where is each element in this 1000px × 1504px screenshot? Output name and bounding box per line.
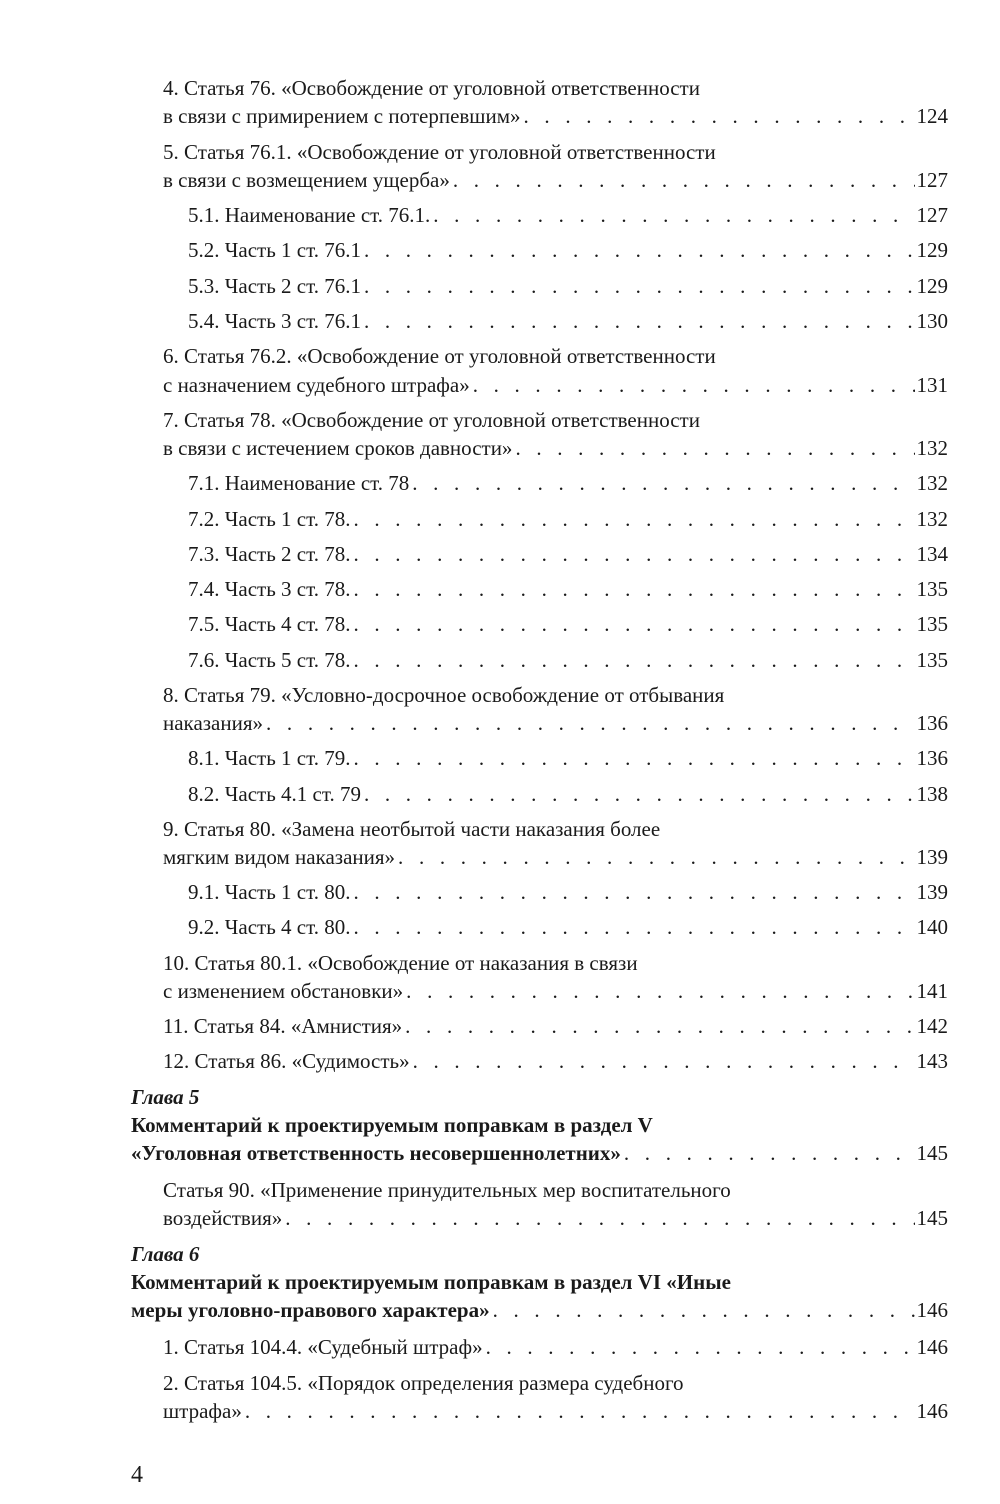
toc-entry-7-2[interactable]: 7.2. Часть 1 ст. 78. . . . 132 — [188, 504, 948, 534]
dot-leader — [364, 779, 915, 809]
toc-entry-art78-line1: 7. Статья 78. «Освобождение от уголовной ответственности — [163, 408, 700, 432]
toc-entry-art79[interactable]: наказания» . . . 136 — [163, 708, 948, 738]
page-ref: 140 — [916, 915, 948, 939]
toc-entry-7-1[interactable]: 7.1. Наименование ст. 78 . . . 132 — [188, 468, 948, 498]
toc-entry-9-1[interactable]: 9.1. Часть 1 ст. 80. . . . 139 — [188, 877, 948, 907]
toc-entry-art80[interactable]: мягким видом наказания» . . . 139 — [163, 842, 948, 872]
page-ref: 135 — [916, 648, 948, 672]
dot-leader — [406, 976, 914, 1006]
page-ref: 130 — [916, 309, 948, 333]
dot-leader — [353, 743, 914, 773]
page-ref: 138 — [916, 782, 948, 806]
page-ref: 132 — [916, 436, 948, 460]
page-ref: 135 — [916, 612, 948, 636]
dot-leader — [364, 235, 915, 265]
page-ref: 146 — [916, 1298, 948, 1322]
page-ref: 146 — [916, 1399, 948, 1423]
toc-entry-7-3[interactable]: 7.3. Часть 2 ст. 78. . . . 134 — [188, 539, 948, 569]
toc-entry-art1044[interactable]: 1. Статья 104.4. «Судебный штраф» . . . 146 — [163, 1332, 948, 1362]
toc-entry-5-3[interactable]: 5.3. Часть 2 ст. 76.1 . . . 129 — [188, 271, 948, 301]
page-ref: 124 — [916, 104, 948, 128]
dot-leader — [353, 504, 914, 534]
dot-leader — [486, 1332, 915, 1362]
page-ref: 139 — [916, 845, 948, 869]
toc-entry-art86[interactable]: 12. Статья 86. «Судимость» . . . 143 — [163, 1046, 948, 1076]
page-ref: 146 — [916, 1335, 948, 1359]
page-ref: 143 — [916, 1049, 948, 1073]
page-ref: 132 — [916, 471, 948, 495]
dot-leader — [245, 1396, 915, 1426]
dot-leader — [524, 101, 915, 131]
page-ref: 145 — [916, 1206, 948, 1230]
dot-leader — [433, 200, 914, 230]
page-ref: 136 — [916, 711, 948, 735]
toc-entry-art76[interactable]: в связи с примирением с потерпевшим» . . . 124 — [163, 101, 948, 131]
chapter-6-title-line1: Комментарий к проектируемым поправкам в раздел VI «Иные — [131, 1270, 731, 1294]
page-ref: 129 — [916, 238, 948, 262]
toc-entry-art78[interactable]: в связи с истечением сроков давности» . . . 132 — [163, 433, 948, 463]
toc-entry-art1045[interactable]: штрафа» . . . 146 — [163, 1396, 948, 1426]
dot-leader — [624, 1138, 915, 1168]
dot-leader — [364, 271, 915, 301]
dot-leader — [364, 306, 915, 336]
page-number: 4 — [131, 1462, 143, 1488]
toc-entry-art762[interactable]: с назначением судебного штрафа» . . . 131 — [163, 370, 948, 400]
toc-entry-5-1[interactable]: 5.1. Наименование ст. 76.1. . . . 127 — [188, 200, 948, 230]
chapter-5-title-line1: Комментарий к проектируемым поправкам в раздел V — [131, 1113, 653, 1137]
dot-leader — [515, 433, 914, 463]
dot-leader — [353, 609, 914, 639]
dot-leader — [285, 1203, 914, 1233]
toc-entry-art761-line1: 5. Статья 76.1. «Освобождение от уголовной ответственности — [163, 140, 716, 164]
page-ref: 141 — [916, 979, 948, 1003]
dot-leader — [405, 1011, 914, 1041]
toc-entry-art90-line1: Статья 90. «Применение принудительных мер воспитательного — [163, 1178, 731, 1202]
page-ref: 135 — [916, 577, 948, 601]
dot-leader — [493, 1295, 915, 1325]
toc-entry-art801-line1: 10. Статья 80.1. «Освобождение от наказания в связи — [163, 951, 638, 975]
toc-entry-5-2[interactable]: 5.2. Часть 1 ст. 76.1 . . . 129 — [188, 235, 948, 265]
page-ref: 145 — [916, 1141, 948, 1165]
toc-entry-art84[interactable]: 11. Статья 84. «Амнистия» . . . 142 — [163, 1011, 948, 1041]
toc-entry-art76-line1: 4. Статья 76. «Освобождение от уголовной ответственности — [163, 76, 700, 100]
dot-leader — [353, 645, 914, 675]
toc-entry-art801[interactable]: с изменением обстановки» . . . 141 — [163, 976, 948, 1006]
toc-entry-5-4[interactable]: 5.4. Часть 3 ст. 76.1 . . . 130 — [188, 306, 948, 336]
toc-entry-7-4[interactable]: 7.4. Часть 3 ст. 78. . . . 135 — [188, 574, 948, 604]
dot-leader — [353, 539, 914, 569]
page-ref: 131 — [916, 373, 948, 397]
dot-leader — [413, 1046, 915, 1076]
page-ref: 139 — [916, 880, 948, 904]
page-ref: 134 — [916, 542, 948, 566]
toc-entry-8-1[interactable]: 8.1. Часть 1 ст. 79. . . . 136 — [188, 743, 948, 773]
toc-entry-art1045-line1: 2. Статья 104.5. «Порядок определения размера судебного — [163, 1371, 684, 1395]
toc-entry-art80-line1: 9. Статья 80. «Замена неотбытой части наказания более — [163, 817, 661, 841]
toc-entry-art90[interactable]: воздействия» . . . 145 — [163, 1203, 948, 1233]
page-ref: 132 — [916, 507, 948, 531]
dot-leader — [398, 842, 914, 872]
toc-entry-chapter-6[interactable]: меры уголовно-правового характера» . . . 146 — [131, 1295, 948, 1325]
dot-leader — [473, 370, 915, 400]
chapter-6-label: Глава 6 — [131, 1242, 200, 1266]
toc-entry-art79-line1: 8. Статья 79. «Условно-досрочное освобождение от отбывания — [163, 683, 725, 707]
toc-entry-7-6[interactable]: 7.6. Часть 5 ст. 78. . . . 135 — [188, 645, 948, 675]
toc-entry-7-5[interactable]: 7.5. Часть 4 ст. 78. . . . 135 — [188, 609, 948, 639]
page-ref: 136 — [916, 746, 948, 770]
toc-entry-chapter-5[interactable]: «Уголовная ответственность несовершеннолетних» . . . 145 — [131, 1138, 948, 1168]
toc-entry-8-2[interactable]: 8.2. Часть 4.1 ст. 79 . . . 138 — [188, 779, 948, 809]
dot-leader — [266, 708, 914, 738]
toc-entry-art761[interactable]: в связи с возмещением ущерба» . . . 127 — [163, 165, 948, 195]
dot-leader — [353, 877, 914, 907]
page-ref: 127 — [916, 168, 948, 192]
dot-leader — [353, 912, 914, 942]
toc-entry-art762-line1: 6. Статья 76.2. «Освобождение от уголовной ответственности — [163, 344, 716, 368]
dot-leader — [412, 468, 914, 498]
toc-entry-9-2[interactable]: 9.2. Часть 4 ст. 80. . . . 140 — [188, 912, 948, 942]
dot-leader — [453, 165, 915, 195]
page-ref: 127 — [916, 203, 948, 227]
chapter-5-label: Глава 5 — [131, 1085, 200, 1109]
page-ref: 142 — [916, 1014, 948, 1038]
page-ref: 129 — [916, 274, 948, 298]
dot-leader — [353, 574, 914, 604]
